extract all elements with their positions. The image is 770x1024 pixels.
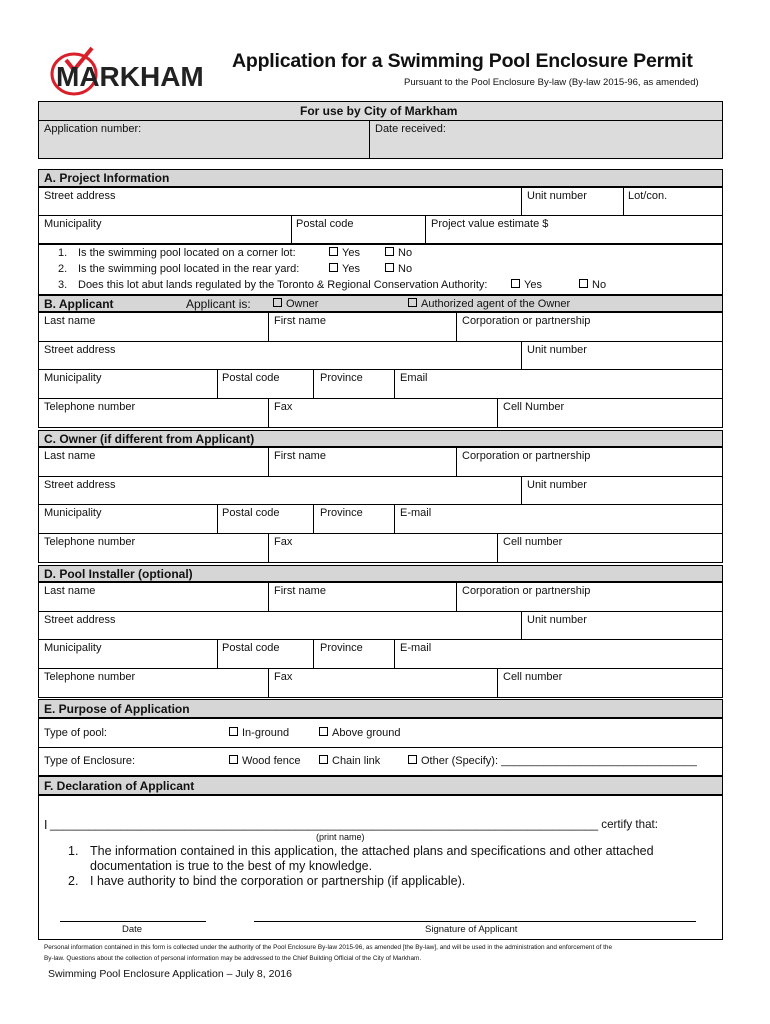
section-d-fields (38, 582, 723, 698)
section-b-bar (38, 295, 723, 312)
d-last-name-field[interactable]: Last name (44, 585, 96, 597)
d-corporation-field[interactable]: Corporation or partnership (462, 585, 591, 597)
checkbox-icon (408, 755, 417, 764)
a-unit-number-field[interactable]: Unit number (527, 190, 587, 202)
d-municipality-field[interactable]: Municipality (44, 642, 102, 654)
question-1-num: 1. (58, 247, 68, 259)
question-1-text: Is the swimming pool located on a corner lot: (78, 247, 296, 259)
a-municipality-field[interactable]: Municipality (44, 218, 102, 230)
c-first-name-field[interactable]: First name (274, 450, 326, 462)
d-unit-number-field[interactable]: Unit number (527, 614, 587, 626)
c-province-field[interactable]: Province (320, 507, 363, 519)
d-telephone-field[interactable]: Telephone number (44, 671, 136, 683)
q1-no-checkbox[interactable]: No (385, 247, 412, 259)
b-email-field[interactable]: Email (400, 372, 428, 384)
question-2-num: 2. (58, 263, 68, 275)
date-caption: Date (122, 924, 143, 935)
section-a-heading: A. Project Information (44, 171, 170, 185)
applicant-agent-checkbox[interactable]: Authorized agent of the Owner (408, 298, 570, 310)
c-telephone-field[interactable]: Telephone number (44, 536, 136, 548)
b-corporation-field[interactable]: Corporation or partnership (462, 315, 591, 327)
checkbox-icon (579, 279, 588, 288)
c-postal-code-field[interactable]: Postal code (222, 507, 280, 519)
checkbox-icon (385, 247, 394, 256)
checkbox-icon (273, 298, 282, 307)
print-name-caption: (print name) (316, 832, 365, 842)
applicant-owner-checkbox[interactable]: Owner (273, 298, 318, 310)
enclosure-other-checkbox[interactable]: Other (Specify): ________________________________ (408, 755, 697, 767)
b-first-name-field[interactable]: First name (274, 315, 326, 327)
type-of-enclosure-label: Type of Enclosure: (44, 755, 136, 767)
applicant-signature-line[interactable] (254, 921, 696, 922)
a-postal-code-field[interactable]: Postal code (296, 218, 354, 230)
declaration-i: I (44, 818, 48, 832)
d-postal-code-field[interactable]: Postal code (222, 642, 280, 654)
city-use-heading: For use by City of Markham (300, 104, 458, 118)
declaration-item-1-line-2: documentation is true to the best of my knowledge. (90, 859, 373, 873)
pool-above-ground-checkbox[interactable]: Above ground (319, 727, 401, 739)
markham-logo-icon (48, 46, 226, 98)
section-e-heading: E. Purpose of Application (44, 702, 190, 716)
b-street-address-field[interactable]: Street address (44, 344, 116, 356)
q3-no-checkbox[interactable]: No (579, 279, 606, 291)
page-title: Application for a Swimming Pool Enclosure Permit (232, 50, 693, 72)
d-first-name-field[interactable]: First name (274, 585, 326, 597)
b-municipality-field[interactable]: Municipality (44, 372, 102, 384)
checkbox-icon (329, 247, 338, 256)
checkbox-icon (229, 727, 238, 736)
b-cell-field[interactable]: Cell Number (503, 401, 565, 413)
section-b-fields (38, 312, 723, 428)
d-email-field[interactable]: E-mail (400, 642, 432, 654)
b-last-name-field[interactable]: Last name (44, 315, 96, 327)
application-number-field[interactable]: Application number: (44, 123, 142, 135)
date-received-field[interactable]: Date received: (375, 123, 446, 135)
type-of-pool-label: Type of pool: (44, 727, 107, 739)
logo-text: MARKHAM (56, 61, 204, 92)
declaration-item-1-line-1: The information contained in this application, the attached plans and specifications and other attached (90, 844, 654, 858)
c-corporation-field[interactable]: Corporation or partnership (462, 450, 591, 462)
signature-caption: Signature of Applicant (425, 924, 518, 935)
a-lot-con-field[interactable]: Lot/con. (628, 190, 668, 202)
checkbox-icon (319, 727, 328, 736)
c-street-address-field[interactable]: Street address (44, 479, 116, 491)
c-fax-field[interactable]: Fax (274, 536, 293, 548)
checkbox-icon (229, 755, 238, 764)
question-3-text: Does this lot abut lands regulated by the Toronto & Regional Conservation Authority: (78, 279, 488, 291)
c-email-field[interactable]: E-mail (400, 507, 432, 519)
privacy-notice-line-1: Personal information contained in this form is collected under the authority of the Pool Enclosure By-law 2015-96, as amended [the By-law], and will be used in the administration and enforcement of the (44, 944, 613, 951)
pool-in-ground-checkbox[interactable]: In-ground (229, 727, 289, 739)
declaration-item-1-num: 1. (68, 844, 79, 858)
d-street-address-field[interactable]: Street address (44, 614, 116, 626)
markham-logo (48, 46, 226, 98)
privacy-notice-line-2: By-law. Questions about the collection of personal information may be addressed to the Chief Building Official of the City of Markham. (44, 955, 422, 962)
q1-yes-checkbox[interactable]: Yes (329, 247, 360, 259)
question-3-num: 3. (58, 279, 68, 291)
enclosure-chain-link-checkbox[interactable]: Chain link (319, 755, 380, 767)
document-footer: Swimming Pool Enclosure Application – July 8, 2016 (48, 968, 292, 980)
b-province-field[interactable]: Province (320, 372, 363, 384)
d-province-field[interactable]: Province (320, 642, 363, 654)
checkbox-icon (511, 279, 520, 288)
enclosure-wood-fence-checkbox[interactable]: Wood fence (229, 755, 301, 767)
c-last-name-field[interactable]: Last name (44, 450, 96, 462)
b-unit-number-field[interactable]: Unit number (527, 344, 587, 356)
c-unit-number-field[interactable]: Unit number (527, 479, 587, 491)
checkbox-icon (385, 263, 394, 272)
a-project-value-field[interactable]: Project value estimate $ (431, 218, 549, 230)
section-f-heading: F. Declaration of Applicant (44, 779, 195, 793)
q3-yes-checkbox[interactable]: Yes (511, 279, 542, 291)
d-cell-field[interactable]: Cell number (503, 671, 563, 683)
declaration-item-2: I have authority to bind the corporation or partnership (if applicable). (90, 874, 466, 888)
date-signature-line[interactable] (60, 921, 206, 922)
checkbox-icon (319, 755, 328, 764)
section-d-heading: D. Pool Installer (optional) (44, 567, 193, 581)
declaration-item-2-num: 2. (68, 874, 79, 888)
q2-no-checkbox[interactable]: No (385, 263, 412, 275)
question-2-text: Is the swimming pool located in the rear yard: (78, 263, 300, 275)
checkbox-icon (329, 263, 338, 272)
print-name-line[interactable]: _____________________________________________________________________________________ certify that: (50, 818, 658, 831)
q2-yes-checkbox[interactable]: Yes (329, 263, 360, 275)
c-municipality-field[interactable]: Municipality (44, 507, 102, 519)
b-fax-field[interactable]: Fax (274, 401, 293, 413)
d-fax-field[interactable]: Fax (274, 671, 293, 683)
applicant-is-label: Applicant is: (186, 297, 251, 311)
a-street-address-field[interactable]: Street address (44, 190, 116, 202)
b-postal-code-field[interactable]: Postal code (222, 372, 280, 384)
page-subtitle: Pursuant to the Pool Enclosure By-law (By-law 2015-96, as amended) (404, 77, 699, 88)
checkbox-icon (408, 298, 417, 307)
b-telephone-field[interactable]: Telephone number (44, 401, 136, 413)
section-b-heading: B. Applicant (44, 297, 114, 311)
c-cell-field[interactable]: Cell number (503, 536, 563, 548)
section-c-fields (38, 447, 723, 563)
section-c-heading: C. Owner (if different from Applicant) (44, 432, 255, 446)
